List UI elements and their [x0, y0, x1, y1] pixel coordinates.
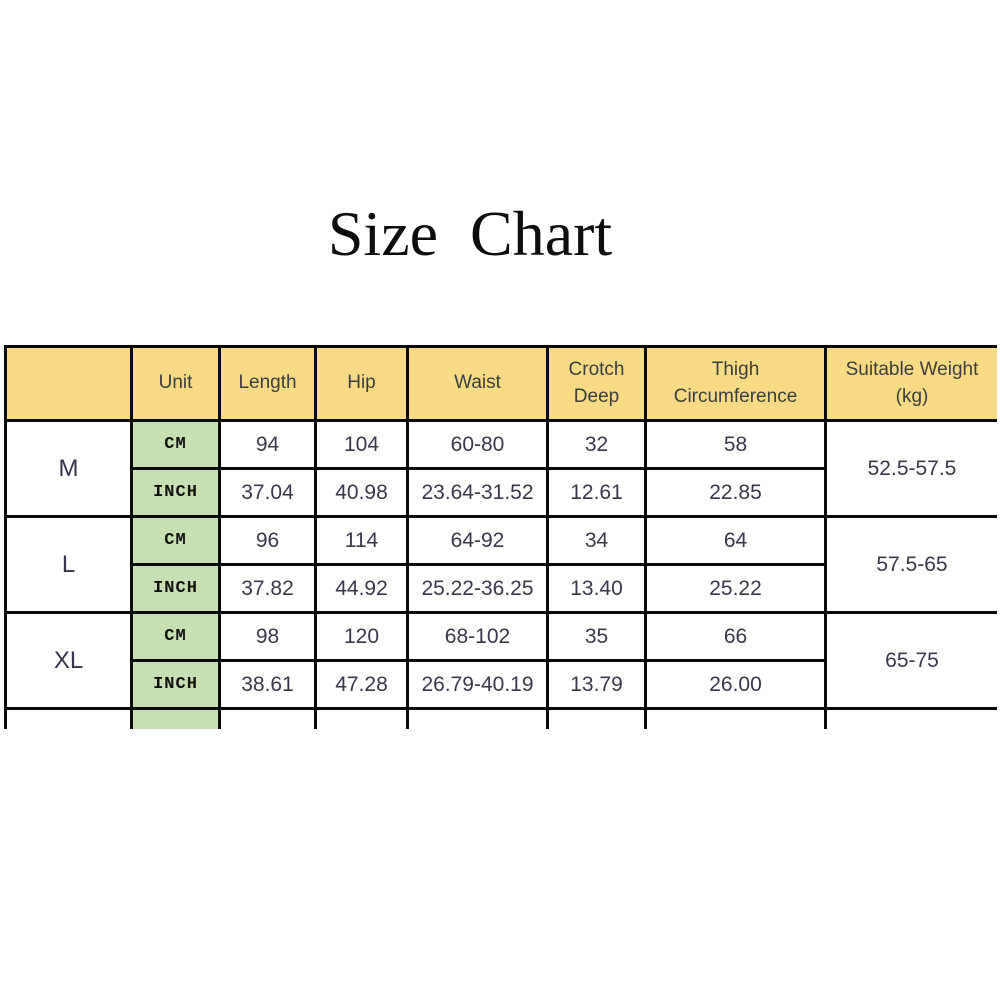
clipped-cell: [132, 709, 220, 730]
cell-xl-inch-thigh: 26.00: [646, 661, 826, 709]
header-size: [6, 347, 132, 421]
table-row-m-cm: [6, 421, 998, 469]
cell-l-cm-length: 96: [220, 517, 316, 565]
clipped-cell: [220, 709, 316, 730]
header-length: Length: [220, 347, 316, 421]
clipped-cell: [548, 709, 646, 730]
table-row-clipped: [6, 709, 998, 730]
clipped-cell: [408, 709, 548, 730]
cell-m-cm-thigh: 58: [646, 421, 826, 469]
size-chart-table: [4, 345, 997, 729]
clipped-cell: [6, 709, 132, 730]
cell-xl-inch-hip: 47.28: [316, 661, 408, 709]
cell-l-inch-thigh: 25.22: [646, 565, 826, 613]
header-waist: Waist: [408, 347, 548, 421]
cell-m-inch-crotch: 12.61: [548, 469, 646, 517]
cell-xl-cm-waist: 68-102: [408, 613, 548, 661]
cell-l-inch-crotch: 13.40: [548, 565, 646, 613]
cell-l-cm-thigh: 64: [646, 517, 826, 565]
cell-m-inch-thigh: 22.85: [646, 469, 826, 517]
cell-xl-cm-hip: 120: [316, 613, 408, 661]
size-label-l: L: [6, 517, 132, 613]
cell-l-cm-hip: 114: [316, 517, 408, 565]
cell-m-cm-crotch: 32: [548, 421, 646, 469]
cell-l-cm-crotch: 34: [548, 517, 646, 565]
header-hip: Hip: [316, 347, 408, 421]
cell-l-inch-waist: 25.22-36.25: [408, 565, 548, 613]
cell-m-inch-length: 37.04: [220, 469, 316, 517]
size-label-xl: XL: [6, 613, 132, 709]
cell-l-cm-waist: 64-92: [408, 517, 548, 565]
page-title: Size Chart: [327, 198, 613, 269]
cell-xl-cm-length: 98: [220, 613, 316, 661]
unit-inch-label: INCH: [132, 469, 220, 517]
cell-l-inch-hip: 44.92: [316, 565, 408, 613]
unit-cm-label: CM: [132, 517, 220, 565]
size-label-m: M: [6, 421, 132, 517]
header-suitable-weight: Suitable Weight (kg): [826, 347, 998, 421]
cell-m-cm-length: 94: [220, 421, 316, 469]
cell-m-weight: 52.5-57.5: [826, 421, 998, 517]
header-row: [6, 347, 998, 421]
cell-l-weight: 57.5-65: [826, 517, 998, 613]
cell-m-inch-hip: 40.98: [316, 469, 408, 517]
table-row-l-cm: [6, 517, 998, 565]
cell-xl-inch-waist: 26.79-40.19: [408, 661, 548, 709]
unit-cm-label: CM: [132, 421, 220, 469]
cell-l-inch-length: 37.82: [220, 565, 316, 613]
cell-xl-weight: 65-75: [826, 613, 998, 709]
table-row-xl-cm: [6, 613, 998, 661]
clipped-cell: [646, 709, 826, 730]
unit-inch-label: INCH: [132, 661, 220, 709]
cell-xl-inch-crotch: 13.79: [548, 661, 646, 709]
unit-inch-label: INCH: [132, 565, 220, 613]
header-crotch-deep: Crotch Deep: [548, 347, 646, 421]
cell-m-cm-hip: 104: [316, 421, 408, 469]
unit-cm-label: CM: [132, 613, 220, 661]
header-unit: Unit: [132, 347, 220, 421]
header-thigh-circumference: Thigh Circumference: [646, 347, 826, 421]
cell-xl-cm-crotch: 35: [548, 613, 646, 661]
size-chart-table-wrap: [4, 345, 997, 729]
cell-m-inch-waist: 23.64-31.52: [408, 469, 548, 517]
cell-m-cm-waist: 60-80: [408, 421, 548, 469]
cell-xl-cm-thigh: 66: [646, 613, 826, 661]
cell-xl-inch-length: 38.61: [220, 661, 316, 709]
clipped-cell: [316, 709, 408, 730]
clipped-cell: [826, 709, 998, 730]
